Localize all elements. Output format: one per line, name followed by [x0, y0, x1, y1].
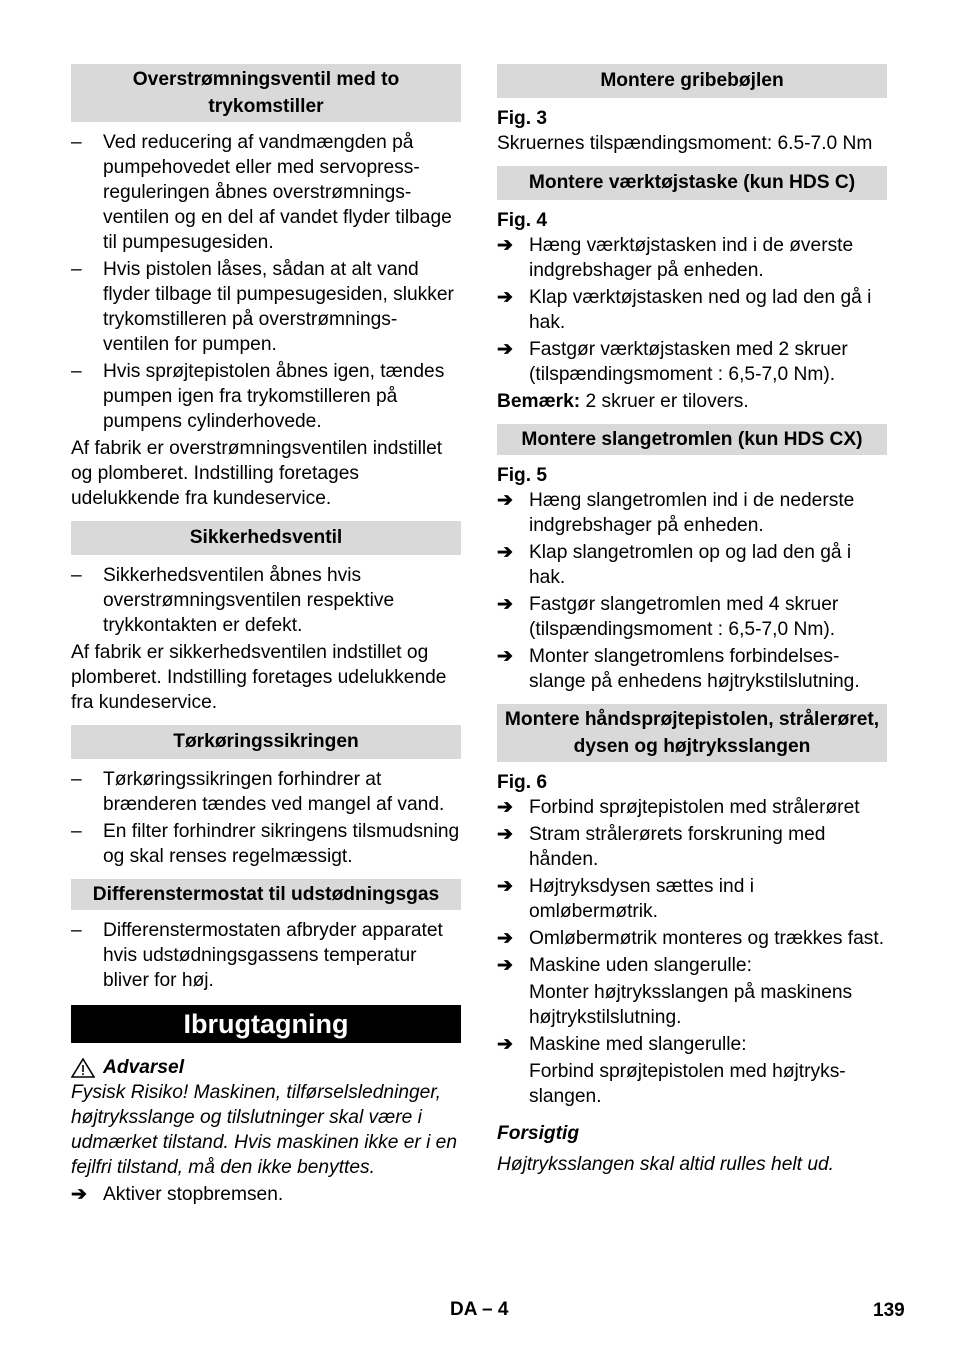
step-text: Fastgør slangetromlen med 4 skruer (tilspændingsmoment : 6,5-7,0 Nm).: [529, 594, 839, 640]
step-text: Højtryksdysen sættes ind i omløbermøtrik.: [529, 876, 754, 922]
note-label: Bemærk:: [497, 391, 581, 412]
arrow-right-icon: ➔: [497, 955, 514, 976]
list-item: – Hvis sprøjtepistolen åbnes igen, tændes pumpen igen fra trykomstilleren på pumpens cylinderhovede.: [71, 359, 461, 434]
step-text: Monter slangetromlens forbindelses-slange på enhedens højtrykstilslutning.: [529, 646, 860, 692]
section-heading-safety-valve: Sikkerhedsventil: [71, 521, 461, 555]
step-text: Forbind sprøjtepistolen med strålerøret: [529, 797, 860, 818]
step-item: [71, 1182, 461, 1207]
right-column: [497, 64, 887, 1179]
note: [497, 389, 887, 414]
arrow-right-icon: ➔: [497, 876, 514, 897]
step-text: Omløbermøtrik monteres og trækkes fast.: [529, 928, 885, 949]
step-text: Fastgør værktøjstasken med 2 skruer (tilspændingsmoment : 6,5-7,0 Nm).: [529, 339, 848, 385]
arrow-right-icon: ➔: [497, 797, 514, 818]
warning-label: Advarsel: [103, 1057, 185, 1078]
note-text: 2 skruer er tilovers.: [580, 391, 749, 412]
step-item: [497, 644, 887, 694]
step-text: Hæng slangetromlen ind i de nederste indgrebshager på enheden.: [529, 490, 855, 536]
arrow-right-icon: ➔: [497, 824, 514, 845]
arrow-right-icon: ➔: [497, 490, 514, 511]
arrow-right-icon: ➔: [497, 235, 514, 256]
caution-label: Forsigtig: [497, 1123, 580, 1144]
arrow-right-icon: ➔: [497, 646, 514, 667]
step-item: [497, 874, 887, 924]
figure-reference: Fig. 5: [497, 465, 548, 486]
warning-text: Fysisk Risiko! Maskinen, tilførselsledninger, højtryksslange og tilslutninger skal være i udmærket tilstand. Hvis maskinen ikke er i en fejlfri tilstand, må den ikke benyttes.: [71, 1082, 458, 1178]
list-item: – En filter forhindrer sikringens tilsmudsning og skal renses regelmæssigt.: [71, 819, 461, 869]
left-column: [71, 64, 461, 1209]
step-item: [497, 592, 887, 642]
step-item: [497, 337, 887, 387]
section-heading-tool-bag: Montere værktøjstaske (kun HDS C): [497, 166, 887, 200]
step-text: Klap værktøjstasken ned og lad den gå i hak.: [529, 287, 872, 333]
list-item: – Differenstermostaten afbryder apparatet hvis udstødningsgassens temperatur bliver for høj.: [71, 918, 461, 993]
step-text: Maskine uden slangerulle:: [529, 955, 752, 976]
section-heading-overflow-valve: Overstrømningsventil med to trykomstiller: [71, 64, 461, 122]
step-text: Klap slangetromlen op og lad den gå i hak.: [529, 542, 852, 588]
caution-text: Højtryksslangen skal altid rulles helt ud.: [497, 1154, 834, 1175]
step-item: [497, 795, 887, 820]
step-item: [497, 540, 887, 590]
arrow-right-icon: ➔: [497, 542, 514, 563]
section-heading-hose-reel: Montere slangetromlen (kun HDS CX): [497, 424, 887, 455]
paragraph: Af fabrik er sikkerhedsventilen indstillet og plomberet. Indstilling foretages udelukkende fra kundeservice.: [71, 642, 447, 713]
section-heading-differential-thermostat: Differenstermostat til udstødningsgas: [71, 879, 461, 910]
step-item: [497, 285, 887, 335]
step-item: [497, 926, 887, 951]
step-subtext: Forbind sprøjtepistolen med højtryks-slangen.: [529, 1061, 846, 1107]
step-subtext: Monter højtryksslangen på maskinens højtrykstilslutning.: [529, 982, 853, 1028]
warning-heading: [71, 1055, 461, 1080]
section-heading-handle: Montere gribebøjlen: [497, 64, 887, 98]
arrow-right-icon: ➔: [497, 594, 514, 615]
warning-triangle-icon: [71, 1058, 95, 1078]
figure-reference: Fig. 4: [497, 210, 548, 231]
arrow-right-icon: ➔: [71, 1184, 88, 1205]
footer-section-label: DA – 4: [450, 1299, 509, 1320]
arrow-right-icon: ➔: [497, 287, 514, 308]
section-heading-dry-run-protection: Tørkøringssikringen: [71, 725, 461, 759]
list-item: – Ved reducering af vandmængden på pumpehovedet eller med servopress-reguleringen åbnes overstrømnings-ventilen og en del af vandet flyder tilbage til pumpesugesiden.: [71, 130, 461, 255]
paragraph: Skruernes tilspændingsmoment: 6.5-7.0 Nm: [497, 133, 873, 154]
step-item: [497, 1032, 887, 1057]
list-item: – Sikkerhedsventilen åbnes hvis overstrømningsventilen respektive trykkontakten er defekt.: [71, 563, 461, 638]
step-text: Hæng værktøjstasken ind i de øverste indgrebshager på enheden.: [529, 235, 854, 281]
figure-reference: Fig. 3: [497, 108, 548, 129]
step-item: [497, 488, 887, 538]
figure-reference: Fig. 6: [497, 772, 548, 793]
step-text: Aktiver stopbremsen.: [103, 1184, 284, 1205]
step-item: [497, 233, 887, 283]
chapter-title: Ibrugtagning: [71, 1005, 461, 1043]
step-text: Maskine med slangerulle:: [529, 1034, 747, 1055]
paragraph: Af fabrik er overstrømningsventilen indstillet og plomberet. Indstilling foretages udelukkende fra kundeservice.: [71, 438, 443, 509]
arrow-right-icon: ➔: [497, 928, 514, 949]
arrow-right-icon: ➔: [497, 1034, 514, 1055]
list-item: – Hvis pistolen låses, sådan at alt vand flyder tilbage til pumpesugesiden, slukker trykomstilleren på overstrømnings-ventilen for pumpen.: [71, 257, 461, 357]
step-text: Stram strålerørets forskruning med hånden.: [529, 824, 826, 870]
arrow-right-icon: ➔: [497, 339, 514, 360]
step-item: [497, 822, 887, 872]
list-item: – Tørkøringssikringen forhindrer at brænderen tændes ved mangel af vand.: [71, 767, 461, 817]
section-heading-spray-gun: Montere håndsprøjtepistolen, strålerøret, dysen og højtryksslangen: [497, 704, 887, 762]
step-item: [497, 953, 887, 978]
page-number: 139: [873, 1300, 905, 1321]
